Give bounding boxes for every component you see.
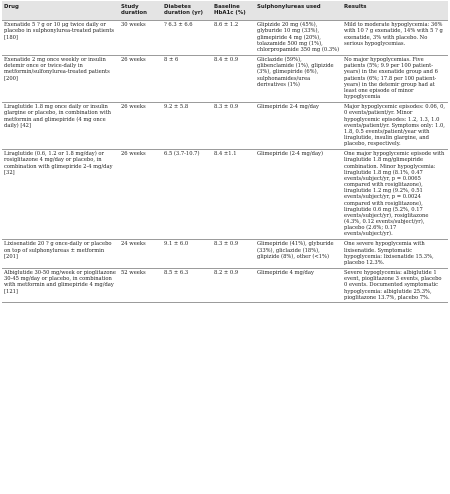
cell-study-duration: 26 weeks: [121, 57, 146, 64]
header-baseline-hba1c: Baseline HbA1c (%): [214, 4, 246, 17]
cell-drug: Lixisenatide 20 ? g once-daily or placebo on top of sulphonylureas ± metformin [201]: [4, 241, 112, 260]
header-study-duration: Study duration: [121, 4, 147, 17]
cell-diabetes-duration: 8.5 ± 6.3: [164, 270, 189, 277]
table-row: [2, 268, 448, 303]
cell-results: Severe hypoglycemia: albiglutide 1 event, pioglitazone 3 events, placebo 0 events. Documented symptomatic hypoglycemia: albiglutide 25.3%, pioglitazone 13.7%, placebo 7%.: [344, 270, 442, 301]
table-row: [2, 20, 448, 55]
cell-drug: Liraglutide (0.6, 1.2 or 1.8 mg/day) or rosiglitazone 4 mg/day or placebo, in combination with glimepiride 2-4 mg/day [32]: [4, 151, 113, 176]
results-table: [2, 1, 448, 303]
table-row: [2, 55, 448, 102]
cell-baseline-hba1c: 8.3 ± 0.9: [214, 104, 239, 111]
cell-results: No major hypoglycemias. Five patients (5%; 9.9 per 100 patient-years) in the exenatide group and 6 patients (6%; 17.8 per 100 patient-years) in the detemir group had at least one episode of minor hypoglycemia: [344, 57, 438, 101]
header-row: [2, 1, 448, 20]
cell-sulphonylureas: Glimepiride 2-4 mg/day: [257, 104, 319, 111]
cell-baseline-hba1c: 8.3 ± 0.9: [214, 241, 239, 248]
cell-diabetes-duration: ? 6.3 ± 6.6: [164, 22, 193, 29]
header-drug: Drug: [4, 4, 19, 10]
table-row: [2, 239, 448, 268]
cell-results: Mild to moderate hypoglycemia: 36% with 10 ? g exenatide, 14% with 5 ? g exenatide, 3% with placebo. No serious hypoglycemias.: [344, 22, 443, 47]
cell-sulphonylureas: Gliclazide (59%), glibenclamide (1%), glipizide (3%), glimepiride (6%), sulphonamides/urea derivatives (1%): [257, 57, 334, 88]
cell-baseline-hba1c: 8.4 ± 0.9: [214, 57, 239, 64]
cell-sulphonylureas: Glimepiride (2-4 mg/day): [257, 151, 323, 158]
cell-diabetes-duration: 9.1 ± 6.0: [164, 241, 189, 248]
cell-sulphonylureas: Glimepiride (41%), glyburide (33%), gliclazide (18%), glipizide (8%), other (<1%): [257, 241, 334, 260]
table-header: [2, 1, 448, 20]
cell-drug: Exenatide 5 ? g or 10 μg twice daily or placebo in sulphonylurea-treated patients [180]: [4, 22, 115, 41]
cell-baseline-hba1c: 8.2 ± 0.9: [214, 270, 239, 277]
cell-baseline-hba1c: 8.6 ± 1.2: [214, 22, 239, 29]
table-body: [2, 20, 448, 303]
cell-study-duration: 52 weeks: [121, 270, 146, 277]
cell-drug: Exenatide 2 mg once weekly or insulin detemir once or twice-daily in metformin/sulfonylurea-treated patients [200]: [4, 57, 110, 82]
header-results: Results: [344, 4, 367, 10]
table-row: [2, 102, 448, 149]
cell-results: One major hypoglycemic episode with liraglutide 1.8 mg/glimepiride combination. Minor hypoglycemia: liraglutide 1.8 mg (8.1%, 0.47 events/subject/yr, p = 0.0065 compared with rosiglitazone), liraglutide 1.2 mg (9.2%, 0.51 events/subject/yr, p = 0.0024 compared with rosiglitazone), liraglutide 0.6 mg (5.2%, 0.17 events/subject/yr), rosiglitazone (4.3%, 0.12 events/subject/yr), placebo (2.6%; 0.17 events/subject/yr).: [344, 151, 445, 238]
cell-study-duration: 26 weeks: [121, 151, 146, 158]
header-diabetes-duration: Diabetes duration (yr): [164, 4, 203, 17]
cell-diabetes-duration: 8 ± 6: [164, 57, 179, 64]
cell-diabetes-duration: 6.5 (3.7-10.7): [164, 151, 200, 158]
cell-results: Major hypoglycemic episodes: 0.06, 0, 0 events/patient/yr. Minor hypoglycemic episodes: 1.2, 1.3, 1.0 events/patient/yr. Symptoms only: 1.0, 1.8, 0.5 events/patient/year with liraglutide, insulin glargine, and placebo, respectively.: [344, 104, 446, 148]
header-sulphonylureas: Sulphonylureas used: [257, 4, 321, 10]
cell-study-duration: 26 weeks: [121, 104, 146, 111]
cell-drug: Liraglutide 1.8 mg once daily or insulin glargine or placebo, in combination with metformin and glimepiride (4 mg once daily) [42]: [4, 104, 112, 129]
cell-results: One severe hypoglycemia with lixisenatide. Symptomatic hypoglycemia: lixisenatide 15.3%, placebo 12.3%.: [344, 241, 434, 266]
cell-study-duration: 30 weeks: [121, 22, 146, 29]
cell-diabetes-duration: 9.2 ± 5.8: [164, 104, 189, 111]
cell-sulphonylureas: Glimepiride 4 mg/day: [257, 270, 314, 277]
cell-baseline-hba1c: 8.4 ±1.1: [214, 151, 237, 158]
cell-drug: Albiglutide 30-50 mg/week or pioglitazone 30-45 mg/day or placebo, in combination with metformin and glimepiride 4 mg/day [121]: [4, 270, 116, 295]
cell-sulphonylureas: Glipizide 20 mg (45%), glyburide 10 mg (33%), glimepiride 4 mg (20%), tolazamide 500 mg (1%), chlorpropamide 350 mg (0.3%): [257, 22, 340, 53]
table-row: [2, 149, 448, 239]
cell-study-duration: 24 weeks: [121, 241, 146, 248]
